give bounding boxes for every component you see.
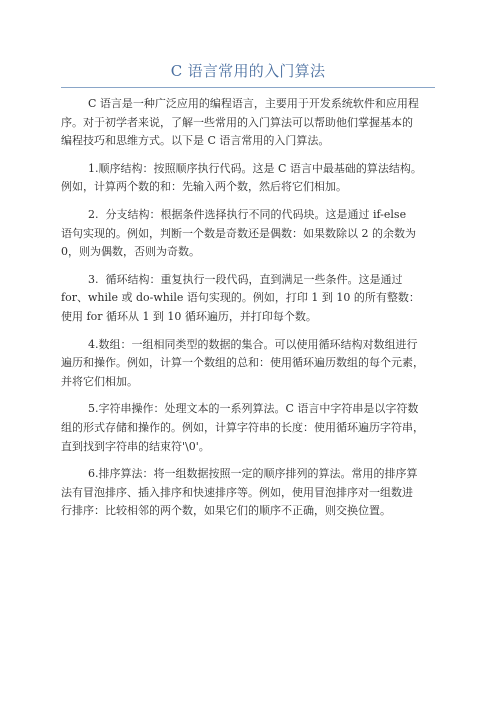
paragraph-line: 直到找到字符串的结束符'\0'。 — [61, 439, 210, 453]
paragraph-line: 5.字符串操作：处理文本的一系列算法。C 语言中字符串是以字符数 — [88, 402, 419, 416]
paragraph-line: 使用 for 循环从 1 到 10 循环遍历，并打印每个数。 — [61, 309, 317, 323]
paragraph-line: 4.数组：一组相同类型的数据的集合。可以使用循环结构对数组进行 — [88, 337, 418, 351]
paragraph-line: 3. 循环结构：重复执行一段代码，直到满足一些条件。这是通过 — [88, 272, 403, 286]
paragraph-line: 例如，计算两个数的和：先输入两个数，然后将它们相加。 — [61, 180, 347, 194]
paragraph-line: 法有冒泡排序、插入排序和快速排序等。例如，使用冒泡排序对一组数进 — [61, 485, 413, 499]
paragraph-loop — [61, 271, 441, 327]
paragraph-sorting — [61, 465, 441, 521]
paragraph-intro — [61, 95, 441, 151]
paragraph-line: 并将它们相加。 — [61, 374, 138, 388]
paragraph-line: 编程技巧和思维方式。以下是 C 语言常用的入门算法。 — [61, 134, 330, 148]
paragraph-line: 1.顺序结构：按照顺序执行代码。这是 C 语言中最基础的算法结构。 — [88, 161, 422, 175]
paragraph-line: 0，则为偶数，否则为奇数。 — [61, 245, 200, 259]
paragraph-line: for、while 或 do-while 语句实现的。例如，打印 1 到 10 的所有整数： — [61, 291, 420, 305]
document-title: C 语言常用的入门算法 — [170, 62, 326, 80]
document-body — [61, 95, 441, 530]
paragraph-line: 6.排序算法：将一组数据按照一定的顺序排列的算法。常用的排序算 — [88, 467, 418, 481]
paragraph-line: 遍历和操作。例如，计算一个数组的总和：使用循环遍历数组的每个元素， — [61, 356, 424, 370]
paragraph-string — [61, 400, 441, 456]
paragraph-line: 组的形式存储和操作的。例如，计算字符串的长度：使用循环遍历字符串， — [61, 420, 424, 434]
paragraph-line: 序。对于初学者来说，了解一些常用的入门算法可以帮助他们掌握基本的 — [61, 115, 413, 129]
paragraph-array — [61, 336, 441, 392]
paragraph-line: 语句实现的。例如，判断一个数是奇数还是偶数：如果数除以 2 的余数为 — [61, 226, 416, 240]
paragraph-branch — [61, 206, 441, 262]
title-underline — [61, 87, 435, 88]
paragraph-line: 行排序：比较相邻的两个数，如果它们的顺序不正确，则交换位置。 — [61, 504, 391, 518]
paragraph-line: 2. 分支结构：根据条件选择执行不同的代码块。这是通过 if-else — [88, 207, 407, 221]
paragraph-sequential — [61, 160, 441, 197]
paragraph-line: C 语言是一种广泛应用的编程语言，主要用于开发系统软件和应用程 — [88, 97, 419, 110]
